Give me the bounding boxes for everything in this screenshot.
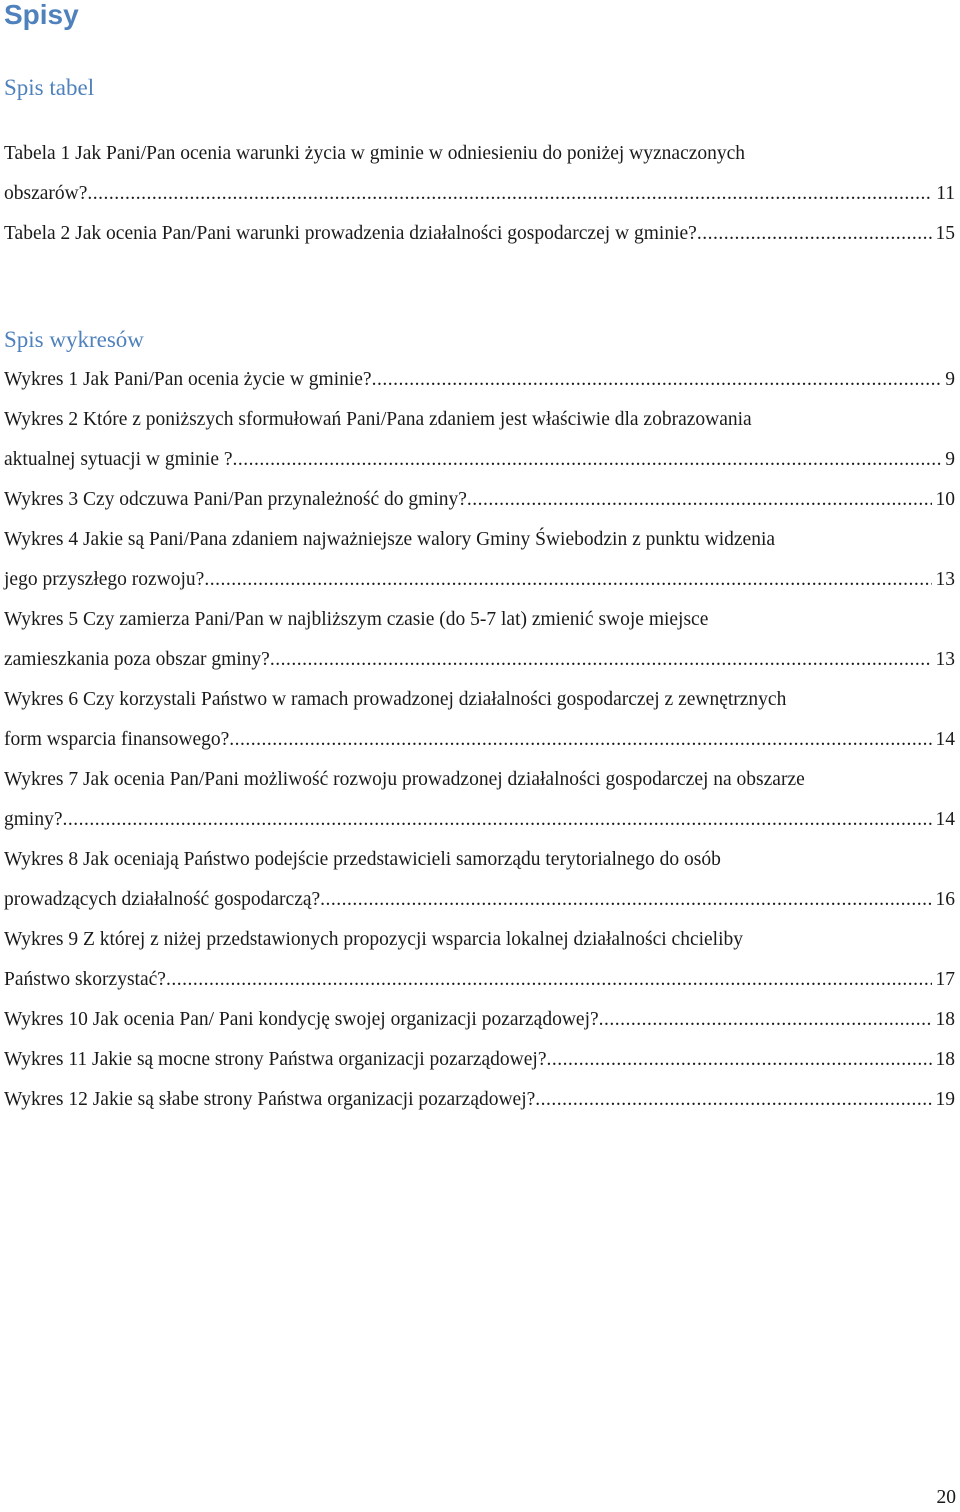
dot-leader (63, 800, 932, 840)
toc-entry-last-line (4, 174, 955, 214)
toc-page-number: 14 (935, 809, 955, 830)
toc-entry-text: Wykres 8 Jak oceniają Państwo podejście przedstawicieli samorządu terytorialnego do osób (4, 849, 721, 870)
toc-entry[interactable] (4, 1040, 955, 1080)
page-number: 20 (936, 1487, 956, 1508)
dot-leader (270, 640, 932, 680)
toc-entry-last-line (4, 1080, 955, 1120)
charts-list (4, 360, 955, 1120)
toc-entry-text: obszarów? (4, 183, 88, 204)
dot-leader (467, 480, 932, 520)
toc-entry-text: zamieszkania poza obszar gminy? (4, 649, 270, 670)
toc-entry-text: Wykres 1 Jak Pani/Pan ocenia życie w gminie? (4, 369, 372, 390)
toc-entry[interactable] (4, 920, 955, 1000)
toc-entry-last-line (4, 640, 955, 680)
toc-entry-last-line (4, 480, 955, 520)
toc-entry-text: Wykres 11 Jakie są mocne strony Państwa organizacji pozarządowej? (4, 1049, 547, 1070)
dot-leader (229, 720, 931, 760)
toc-page-number: 13 (935, 649, 955, 670)
toc-entry[interactable] (4, 1000, 955, 1040)
dot-leader (546, 1040, 931, 1080)
toc-page-number: 9 (945, 369, 955, 390)
toc-entry-last-line (4, 360, 955, 400)
toc-entry-text: Wykres 9 Z której z niżej przedstawionych propozycji wsparcia lokalnej działalności chcieliby (4, 929, 744, 950)
dot-leader (372, 360, 942, 400)
tables-list (4, 134, 955, 254)
toc-page-number: 11 (936, 183, 955, 204)
toc-entry-last-line (4, 1000, 955, 1040)
toc-entry-text: Wykres 7 Jak ocenia Pan/Pani możliwość rozwoju prowadzonej działalności gospodarczej na obszarze (4, 769, 805, 790)
toc-entry-text: prowadzących działalność gospodarczą? (4, 889, 321, 910)
toc-page-number: 13 (935, 569, 955, 590)
toc-entry-text: form wsparcia finansowego? (4, 729, 230, 750)
toc-page-number: 18 (935, 1009, 955, 1030)
toc-entry-text: Wykres 12 Jakie są słabe strony Państwa organizacji pozarządowej? (4, 1089, 536, 1110)
toc-page-number: 18 (935, 1049, 955, 1070)
dot-leader (204, 560, 931, 600)
toc-entry-last-line (4, 440, 955, 480)
toc-entry[interactable] (4, 680, 955, 760)
toc-entry-text: Wykres 6 Czy korzystali Państwo w ramach prowadzonej działalności gospodarczej z zewnętrznych (4, 689, 787, 710)
toc-entry[interactable] (4, 1080, 955, 1120)
toc-page-number: 14 (935, 729, 955, 750)
toc-page-number: 19 (935, 1089, 955, 1110)
toc-entry-last-line (4, 560, 955, 600)
dot-leader (166, 960, 932, 1000)
dot-leader (599, 1000, 932, 1040)
toc-entry-text: Wykres 2 Które z poniższych sformułowań Pani/Pana zdaniem jest właściwie dla zobrazowania (4, 409, 752, 430)
toc-entry-last-line (4, 800, 955, 840)
toc-entry[interactable] (4, 134, 955, 214)
toc-entry-text: gminy? (4, 809, 63, 830)
toc-entry[interactable] (4, 760, 955, 840)
toc-entry-last-line (4, 214, 955, 254)
toc-page-number: 15 (935, 223, 955, 244)
dot-leader (233, 440, 942, 480)
page-title: Spisy (4, 0, 79, 30)
toc-page-number: 10 (935, 489, 955, 510)
charts-section-title: Spis wykresów (4, 327, 144, 352)
toc-entry-text: Wykres 10 Jak ocenia Pan/ Pani kondycję swojej organizacji pozarządowej? (4, 1009, 599, 1030)
toc-entry-text: Wykres 3 Czy odczuwa Pani/Pan przynależność do gminy? (4, 489, 467, 510)
toc-page-number: 17 (935, 969, 955, 990)
dot-leader (87, 174, 932, 214)
toc-entry-text: Tabela 2 Jak ocenia Pan/Pani warunki prowadzenia działalności gospodarczej w gminie? (4, 223, 697, 244)
toc-entry-text: aktualnej sytuacji w gminie ? (4, 449, 233, 470)
toc-entry[interactable] (4, 214, 955, 254)
toc-entry-text: Wykres 5 Czy zamierza Pani/Pan w najbliższym czasie (do 5-7 lat) zmienić swoje miejsce (4, 609, 709, 630)
toc-entry-last-line (4, 960, 955, 1000)
toc-entry[interactable] (4, 400, 955, 480)
toc-entry-last-line (4, 880, 955, 920)
toc-page-number: 16 (935, 889, 955, 910)
toc-entry[interactable] (4, 600, 955, 680)
toc-entry-text: Tabela 1 Jak Pani/Pan ocenia warunki życia w gminie w odniesieniu do poniżej wyznaczonych (4, 143, 746, 164)
toc-entry-last-line (4, 720, 955, 760)
dot-leader (320, 880, 931, 920)
toc-entry[interactable] (4, 840, 955, 920)
dot-leader (697, 214, 932, 254)
tables-section-title: Spis tabel (4, 75, 95, 100)
toc-entry-text: jego przyszłego rozwoju? (4, 569, 205, 590)
toc-entry[interactable] (4, 480, 955, 520)
toc-entry[interactable] (4, 360, 955, 400)
toc-entry-text: Wykres 4 Jakie są Pani/Pana zdaniem najważniejsze walory Gminy Świebodzin z punktu widzenia (4, 529, 776, 550)
toc-entry-text: Państwo skorzystać? (4, 969, 166, 990)
toc-entry[interactable] (4, 520, 955, 600)
dot-leader (535, 1080, 931, 1120)
toc-page-number: 9 (945, 449, 955, 470)
toc-entry-last-line (4, 1040, 955, 1080)
